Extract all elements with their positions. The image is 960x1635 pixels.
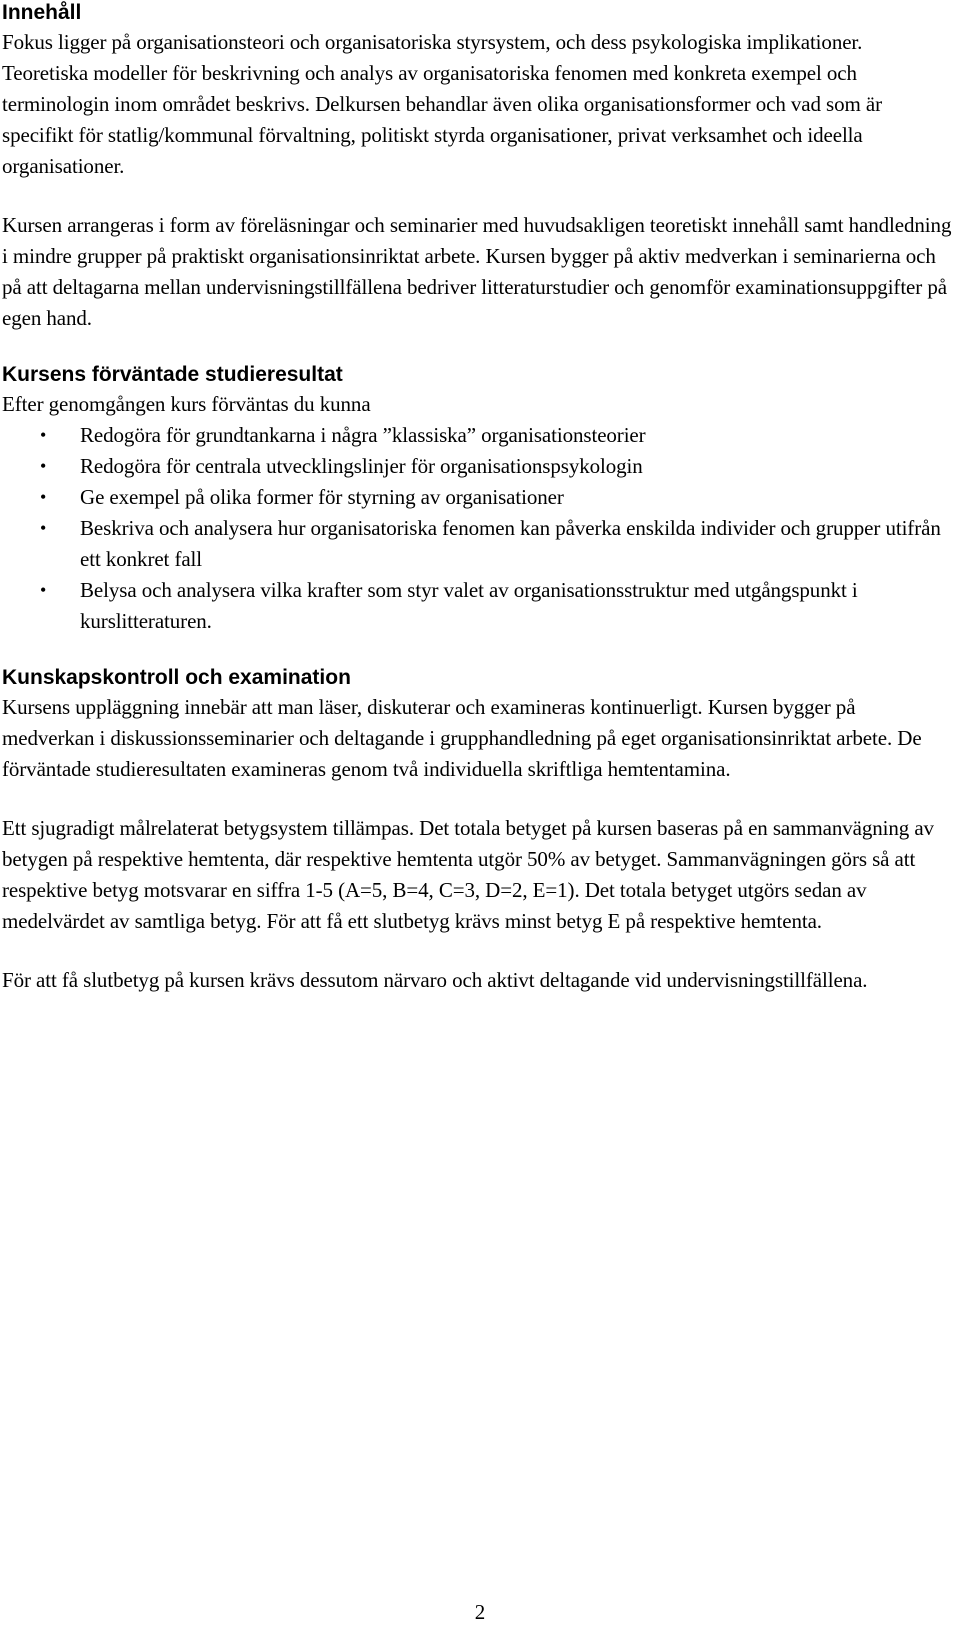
list-item-text: Redogöra för centrala utvecklingslinjer för organisationspsykologin xyxy=(80,454,643,478)
paragraph-studieresultat-intro: Efter genomgången kurs förväntas du kunna xyxy=(2,392,371,416)
bullet-icon: • xyxy=(40,425,47,445)
bullet-icon: • xyxy=(40,580,47,600)
paragraph-examination-1: Kursens uppläggning innebär att man läser, diskuterar och examineras kontinuerligt. Kursen bygger på medverkan i diskussionsseminarier och deltagande i grupphandledning på eget organisationsinriktat arbete. De förväntade studieresultaten examineras genom två individuella skriftliga hemtentamina. xyxy=(2,695,922,781)
page-number: 2 xyxy=(474,1600,486,1624)
list-item xyxy=(2,482,952,513)
list-item-text: Redogöra för grundtankarna i några ”klassiska” organisationsteorier xyxy=(80,423,646,447)
section-heading-innehall: Innehåll xyxy=(2,1,82,24)
section-heading-examination: Kunskapskontroll och examination xyxy=(2,666,351,689)
list-item xyxy=(2,451,952,482)
list-item-text: Beskriva och analysera hur organisatoriska fenomen kan påverka enskilda individer och grupper utifrån ett konkret fall xyxy=(80,516,941,571)
list-item-text: Ge exempel på olika former för styrning av organisationer xyxy=(80,485,564,509)
learning-outcomes-list xyxy=(2,420,952,637)
bullet-icon: • xyxy=(40,456,47,476)
paragraph-innehall-2: Kursen arrangeras i form av föreläsningar och seminarier med huvudsakligen teoretiskt innehåll samt handledning i mindre grupper på praktiskt organisationsinriktat arbete. Kursen bygger på aktiv medverkan i seminarierna och på att deltagarna mellan undervisningstillfällena bedriver litteraturstudier och genomför examinationsuppgifter på egen hand. xyxy=(2,213,952,330)
list-item xyxy=(2,513,952,575)
paragraph-innehall-1: Fokus ligger på organisationsteori och organisatoriska styrsystem, och dess psykologiska implikationer. Teoretiska modeller för beskrivning och analys av organisatoriska fenomen med konkreta exempel och terminologin inom området beskrivs. Delkursen behandlar även olika organisationsformer och vad som är specifikt för statlig/kommunal förvaltning, politiskt styrda organisationer, privat verksamhet och ideella organisationer. xyxy=(2,30,883,178)
bullet-icon: • xyxy=(40,518,47,538)
section-studieresultat xyxy=(2,362,952,637)
section-examination xyxy=(2,665,952,996)
paragraph-examination-3: För att få slutbetyg på kursen krävs dessutom närvaro och aktivt deltagande vid undervisningstillfällena. xyxy=(2,968,868,992)
list-item-text: Belysa och analysera vilka krafter som styr valet av organisationsstruktur med utgångspunkt i kurslitteraturen. xyxy=(80,578,858,633)
section-heading-studieresultat: Kursens förväntade studieresultat xyxy=(2,363,343,386)
section-innehall xyxy=(2,0,952,334)
list-item xyxy=(2,575,952,637)
document-page xyxy=(2,0,952,996)
list-item xyxy=(2,420,952,451)
bullet-icon: • xyxy=(40,487,47,507)
paragraph-examination-2: Ett sjugradigt målrelaterat betygsystem tillämpas. Det totala betyget på kursen baseras på en sammanvägning av betygen på respektive hemtenta, där respektive hemtenta utgör 50% av betyget. Sammanvägningen görs så att respektive betyg motsvarar en siffra 1-5 (A=5, B=4, C=3, D=2, E=1). Det totala betyget utgörs sedan av medelvärdet av samtliga betyg. För att få ett slutbetyg krävs minst betyg E på respektive hemtenta. xyxy=(2,816,934,933)
